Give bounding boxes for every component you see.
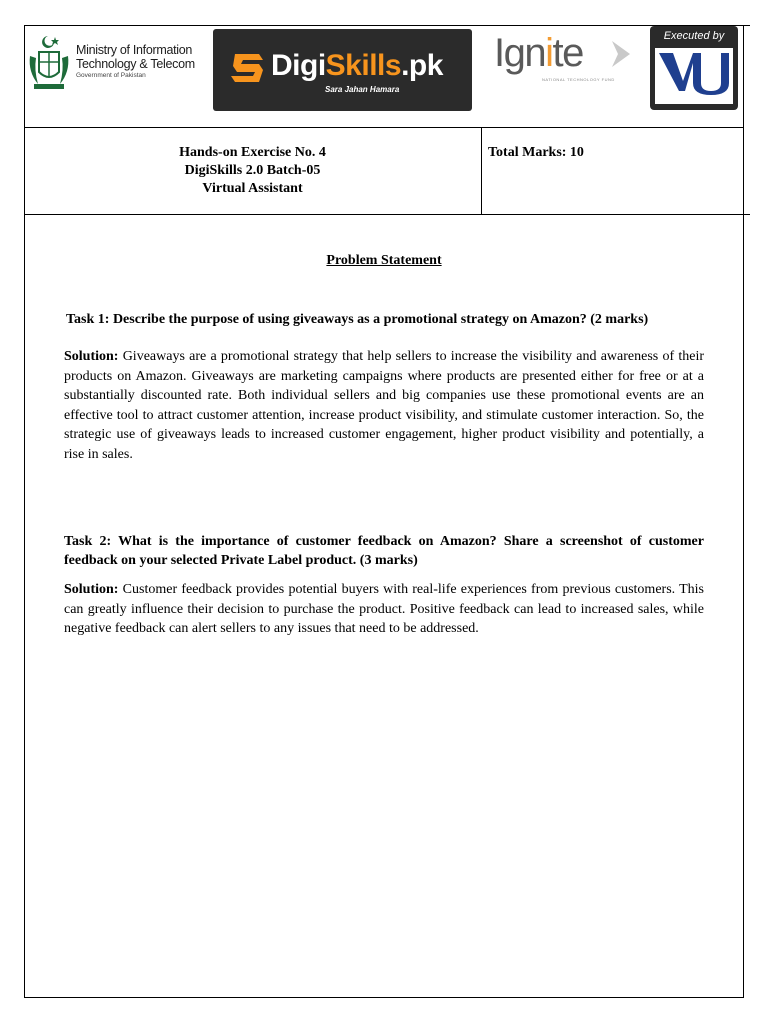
edge-tick	[744, 214, 750, 215]
task1-solution	[64, 347, 704, 464]
task2-solution	[64, 580, 704, 639]
pakistan-emblem-icon	[26, 34, 72, 92]
moitt-logo	[26, 34, 216, 94]
batch-label: DigiSkills 2.0 Batch-05	[184, 163, 321, 178]
exercise-header	[25, 144, 480, 198]
total-marks: Total Marks: 10	[488, 145, 584, 160]
exercise-title: Hands-on Exercise No. 4	[179, 145, 326, 160]
ignite-arrow-icon	[612, 41, 630, 67]
ignite-logo	[492, 31, 637, 86]
digiskills-logo	[213, 29, 472, 111]
edge-tick	[744, 25, 750, 26]
vu-executed-by: Executed by	[663, 30, 725, 42]
ignite-subtitle: NATIONAL TECHNOLOGY FUND	[542, 77, 615, 82]
task1-title: Task 1: Describe the purpose of using giveaways as a promotional strategy on Amazon? (2 marks)	[66, 312, 649, 327]
course-label: Virtual Assistant	[202, 181, 303, 196]
digiskills-tagline: Sara Jahan Hamara	[325, 85, 400, 94]
header-bottom-divider	[24, 214, 744, 215]
task1-solution-text: Giveaways are a promotional strategy that help sellers to increase the visibility and awareness of their products on Amazon. Giveaways are marketing campaigns where products are presented either for free or at a substantially discounted rate. Both individual sellers and big companies use these promotional events are an effective tool to attract customer attention, increase product visibility, and stimulate customer interaction. So, the strategic use of giveaways leads to increased customer engagement, higher product visibility and potentially, a rise in sales.	[64, 349, 704, 462]
task1-solution-label: Solution:	[64, 349, 119, 364]
moitt-line1: Ministry of Information	[76, 43, 193, 57]
digiskills-s-icon	[229, 48, 269, 88]
task2-title: Task 2: What is the importance of customer feedback on Amazon? Share a screenshot of customer feedback on your selected Private Label product. (3 marks)	[64, 534, 704, 568]
problem-statement-title: Problem Statement	[326, 253, 442, 268]
ignite-wordmark: Ignite	[494, 31, 583, 75]
moitt-line3: Government of Pakistan	[76, 72, 146, 79]
vu-mark-icon	[655, 49, 733, 95]
vu-logo	[650, 26, 738, 110]
task2-solution-text: Customer feedback provides potential buyers with real-life experiences from previous customers. This can greatly influence their decision to purchase the product. Positive feedback can lead to increased sales, while negative feedback can alert sellers to any issues that need to be addressed.	[64, 582, 704, 636]
moitt-line2: Technology & Telecom	[76, 57, 195, 71]
header-divider	[24, 127, 744, 128]
task2-solution-label: Solution:	[64, 582, 119, 597]
header-column-divider	[481, 127, 482, 214]
digiskills-wordmark: DigiSkills.pk	[271, 49, 443, 82]
vu-name: Virtual University	[667, 96, 721, 103]
